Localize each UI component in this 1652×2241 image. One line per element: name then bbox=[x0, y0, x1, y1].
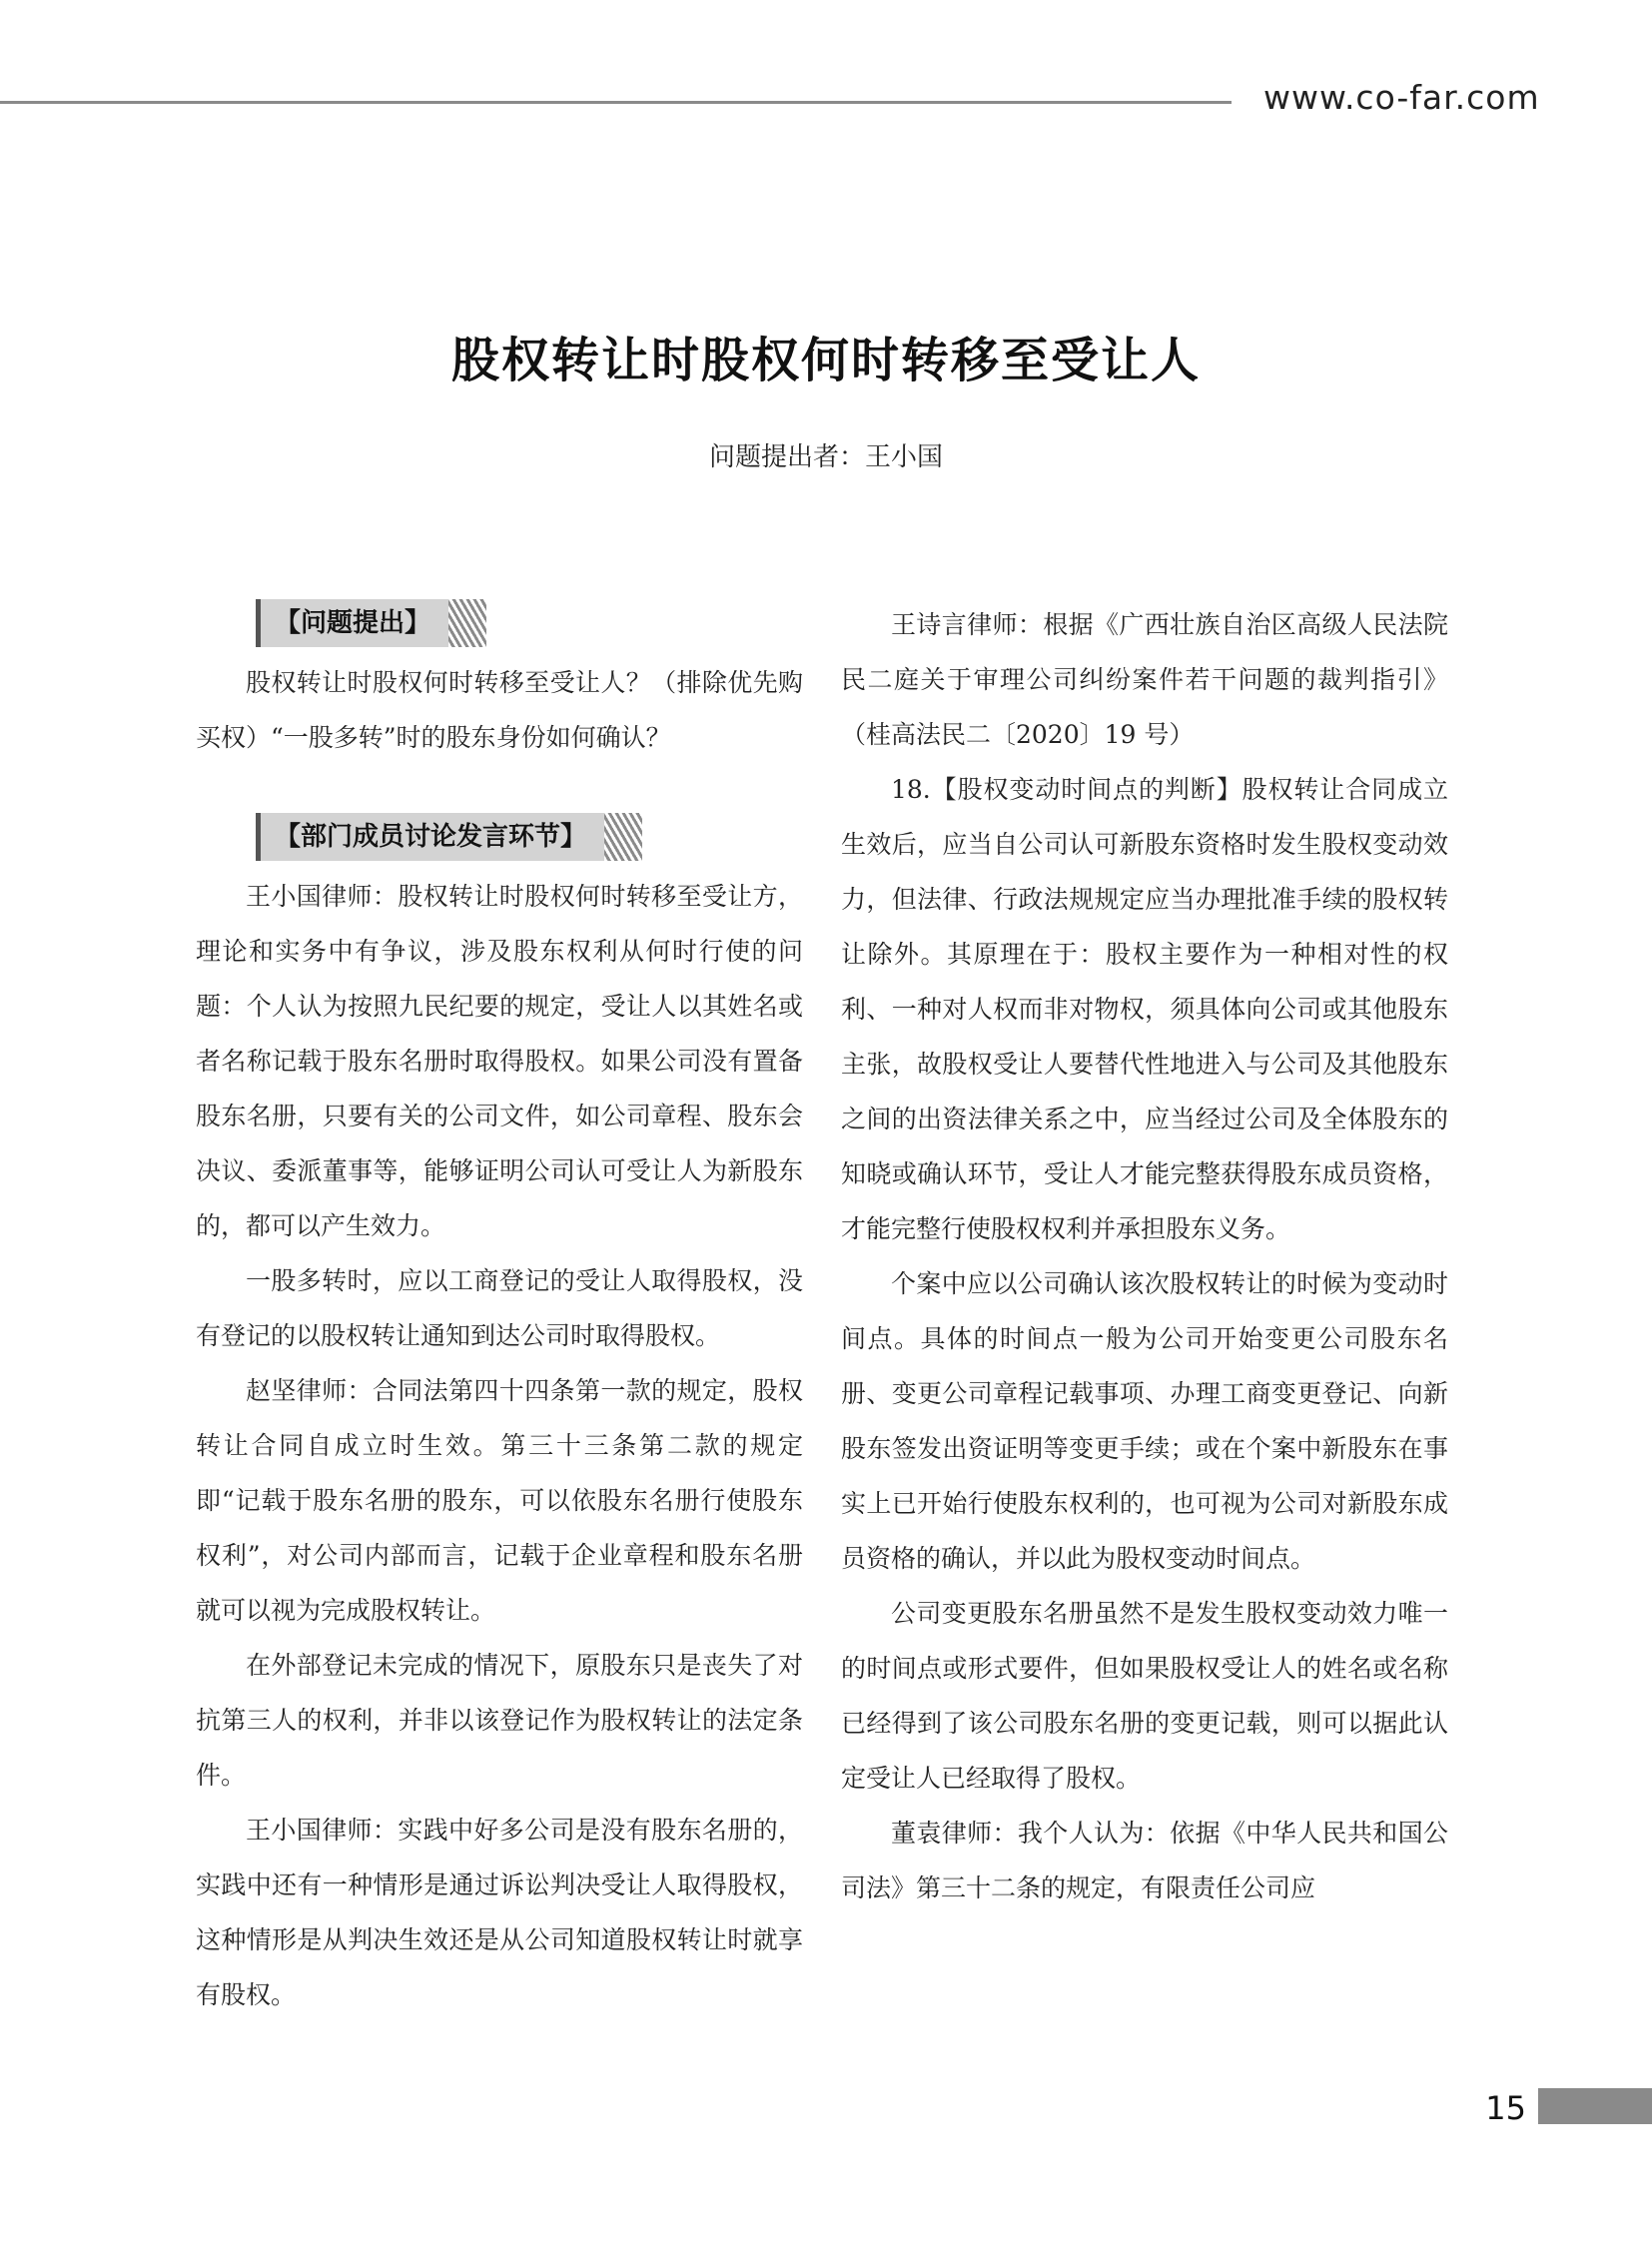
section-heading-discussion bbox=[256, 813, 803, 861]
section-label: 【问题提出】 bbox=[256, 599, 448, 647]
header-rule bbox=[0, 101, 1232, 104]
paragraph: 王小国律师：实践中好多公司是没有股东名册的，实践中还有一种情形是通过诉讼判决受让人取得股权，这种情形是从判决生效还是从公司知道股权转让时就享有股权。 bbox=[196, 1816, 803, 2009]
page-number: 15 bbox=[1485, 2089, 1526, 2127]
site-url[interactable]: www.co-far.com bbox=[1263, 78, 1540, 117]
right-column bbox=[841, 597, 1448, 1915]
paragraph: 股权转让时股权何时转移至受让人？（排除优先购买权）“一股多转”时的股东身份如何确认？ bbox=[196, 668, 803, 752]
paragraph: 一股多转时，应以工商登记的受让人取得股权，没有登记的以股权转让通知到达公司时取得股权。 bbox=[196, 1266, 803, 1350]
paragraph: 个案中应以公司确认该次股权转让的时候为变动时间点。具体的时间点一般为公司开始变更公司股东名册、变更公司章程记载事项、办理工商变更登记、向新股东签发出资证明等变更手续；或在个案中新股东在事实上已开始行使股东权利的，也可视为公司对新股东成员资格的确认，并以此为股权变动时间点。 bbox=[841, 1269, 1448, 1573]
section-label: 【部门成员讨论发言环节】 bbox=[256, 813, 604, 861]
paragraph: 赵坚律师：合同法第四十四条第一款的规定，股权转让合同自成立时生效。第三十三条第二款的规定即“记载于股东名册的股东，可以依股东名册行使股东权利”，对公司内部而言，记载于企业章程和股东名册就可以视为完成股权转让。 bbox=[196, 1376, 803, 1625]
paragraph: 在外部登记未完成的情况下，原股东只是丧失了对抗第三人的权利，并非以该登记作为股权转让的法定条件。 bbox=[196, 1651, 803, 1790]
page-number-bar bbox=[1538, 2088, 1652, 2124]
paragraph: 王小国律师：股权转让时股权何时转移至受让方，理论和实务中有争议，涉及股东权利从何时行使的问题：个人认为按照九民纪要的规定，受让人以其姓名或者名称记载于股东名册时取得股权。如果公司没有置备股东名册，只要有关的公司文件，如公司章程、股东会决议、委派董事等，能够证明公司认可受让人为新股东的，都可以产生效力。 bbox=[196, 882, 803, 1240]
stripes-decoration-icon bbox=[604, 813, 642, 861]
left-column bbox=[196, 597, 803, 2022]
paragraph: 董袁律师：我个人认为：依据《中华人民共和国公司法》第三十二条的规定，有限责任公司应 bbox=[841, 1819, 1448, 1902]
paragraph: 18.【股权变动时间点的判断】股权转让合同成立生效后，应当自公司认可新股东资格时发生股权变动效力，但法律、行政法规规定应当办理批准手续的股权转让除外。其原理在于：股权主要作为一种相对性的权利、一种对人权而非对物权，须具体向公司或其他股东主张，故股权受让人要替代性地进入与公司及其他股东之间的出资法律关系之中，应当经过公司及全体股东的知晓或确认环节，受让人才能完整获得股东成员资格，才能完整行使股权权利并承担股东义务。 bbox=[841, 775, 1448, 1243]
section-heading-question bbox=[256, 599, 803, 647]
paragraph: 公司变更股东名册虽然不是发生股权变动效力唯一的时间点或形式要件，但如果股权受让人的姓名或名称已经得到了该公司股东名册的变更记载，则可以据此认定受让人已经取得了股权。 bbox=[841, 1599, 1448, 1793]
stripes-decoration-icon bbox=[448, 599, 486, 647]
article-title: 股权转让时股权何时转移至受让人 bbox=[450, 333, 1201, 388]
paragraph: 王诗言律师：根据《广西壮族自治区高级人民法院民二庭关于审理公司纠纷案件若干问题的裁判指引》（桂高法民二〔2020〕19 号） bbox=[841, 610, 1448, 749]
article-byline: 问题提出者：王小国 bbox=[708, 442, 943, 472]
